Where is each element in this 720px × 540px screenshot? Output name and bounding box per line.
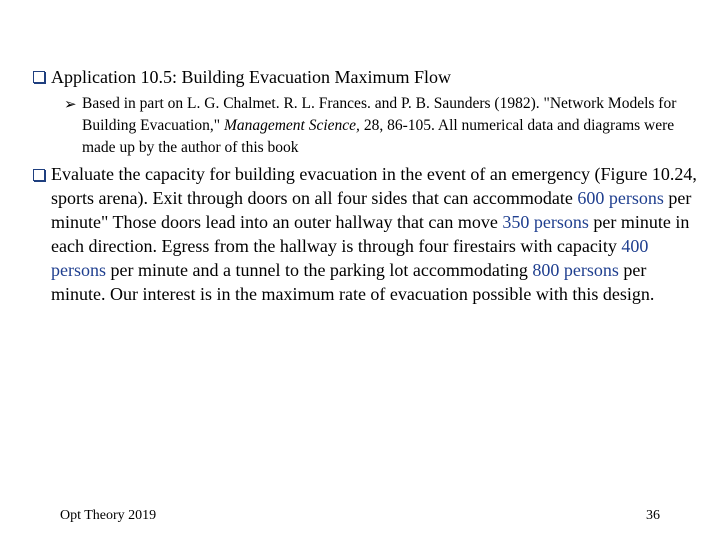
door-capacity: 600 persons <box>577 188 664 208</box>
problem-part-3: per minute in each direction. Egress from the hallway is through four firestairs with capacity <box>51 212 690 256</box>
hallway-capacity: 350 persons <box>502 212 589 232</box>
journal-name: Management Science, <box>223 117 360 134</box>
page-number: 36 <box>646 508 660 523</box>
problem-part-4: per minute and a tunnel to the parking lot accommodating <box>106 260 533 280</box>
citation-part-before: Based in part on L. G. Chalmet. R. L. Frances. and P. B. Saunders (1982). "Network Models for Building Evacuation," <box>82 95 677 134</box>
hollow-square-bullet-icon <box>33 71 45 83</box>
hollow-square-bullet-icon <box>33 169 45 181</box>
citation-text <box>82 93 698 159</box>
arrow-bullet-icon: ➢ <box>64 95 77 113</box>
problem-part-1: Evaluate the capacity for building evacuation in the event of an emergency (Figure 10.24, sports arena). Exit through doors on all four sides that can accommodate <box>51 164 697 208</box>
bullet-title-text: Application 10.5: Building Evacuation Maximum Flow <box>51 67 451 87</box>
tunnel-capacity: 800 persons <box>532 260 619 280</box>
firestair-capacity: 400 persons <box>51 236 649 280</box>
footer-course-name: Opt Theory 2019 <box>60 508 157 523</box>
problem-part-5: per minute. Our interest is in the maximum rate of evacuation possible with this design. <box>51 260 655 304</box>
citation-part-after: 28, 86-105. All numerical data and diagrams were made up by the author of this book <box>82 117 675 156</box>
problem-text <box>51 162 699 306</box>
problem-part-2: per minute" Those doors lead into an outer hallway that can move <box>51 188 692 232</box>
